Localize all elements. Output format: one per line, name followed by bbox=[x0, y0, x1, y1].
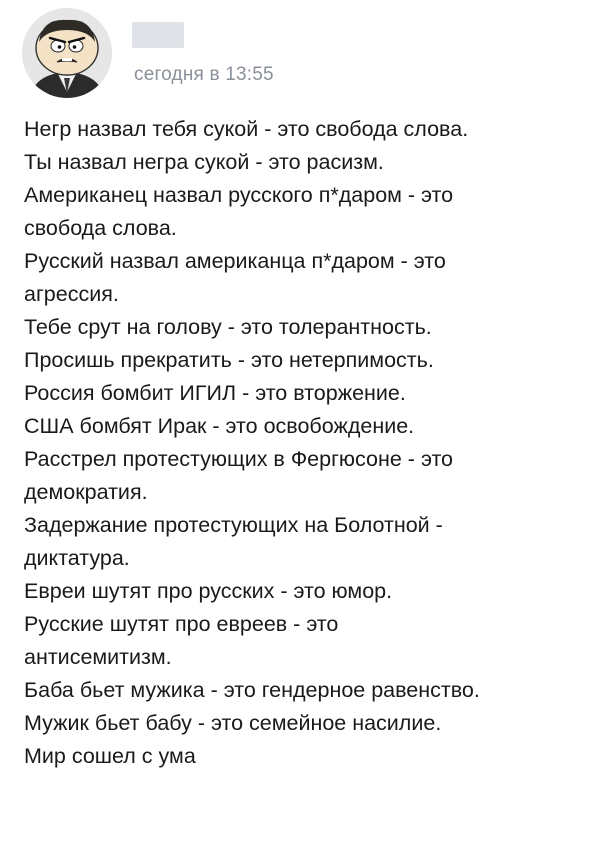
post-text-line: Баба бьет мужика - это гендерное равенство. bbox=[24, 678, 480, 702]
post-text-line: Американец назвал русского п*даром - это bbox=[24, 183, 454, 207]
post-text bbox=[24, 113, 584, 773]
post-text-line: Мир сошел с ума bbox=[24, 744, 196, 768]
post-text-line: Россия бомбит ИГИЛ - это вторжение. bbox=[24, 381, 406, 405]
post-text-line: Ты назвал негра сукой - это расизм. bbox=[24, 150, 384, 174]
post-text-line: Тебе срут на голову - это толерантность. bbox=[24, 315, 432, 339]
author-avatar[interactable] bbox=[22, 8, 112, 98]
post-text-line: Задержание протестующих на Болотной - bbox=[24, 513, 443, 537]
post-text-line: Расстрел протестующих в Фергюсоне - это bbox=[24, 447, 454, 471]
post-text-line: Русский назвал американца п*даром - это bbox=[24, 249, 446, 273]
post-text-line: Просишь прекратить - это нетерпимость. bbox=[24, 348, 434, 372]
post-header bbox=[22, 8, 582, 100]
post-text-line: демократия. bbox=[24, 480, 148, 504]
post-timestamp[interactable]: сегодня в 13:55 bbox=[134, 64, 274, 85]
cartoon-character-avatar-icon bbox=[22, 8, 112, 98]
post-text-line: Евреи шутят про русских - это юмор. bbox=[24, 579, 393, 603]
author-name-blurred[interactable] bbox=[132, 22, 184, 48]
post-text-line: США бомбят Ирак - это освобождение. bbox=[24, 414, 415, 438]
post-text-line: антисемитизм. bbox=[24, 645, 172, 669]
post-text-line: свобода слова. bbox=[24, 216, 177, 240]
post-text-line: Русские шутят про евреев - это bbox=[24, 612, 339, 636]
post-text-line: агрессия. bbox=[24, 282, 119, 306]
post-text-line: диктатура. bbox=[24, 546, 130, 570]
post-text-line: Негр назвал тебя сукой - это свобода слова. bbox=[24, 117, 469, 141]
post-text-line: Мужик бьет бабу - это семейное насилие. bbox=[24, 711, 442, 735]
